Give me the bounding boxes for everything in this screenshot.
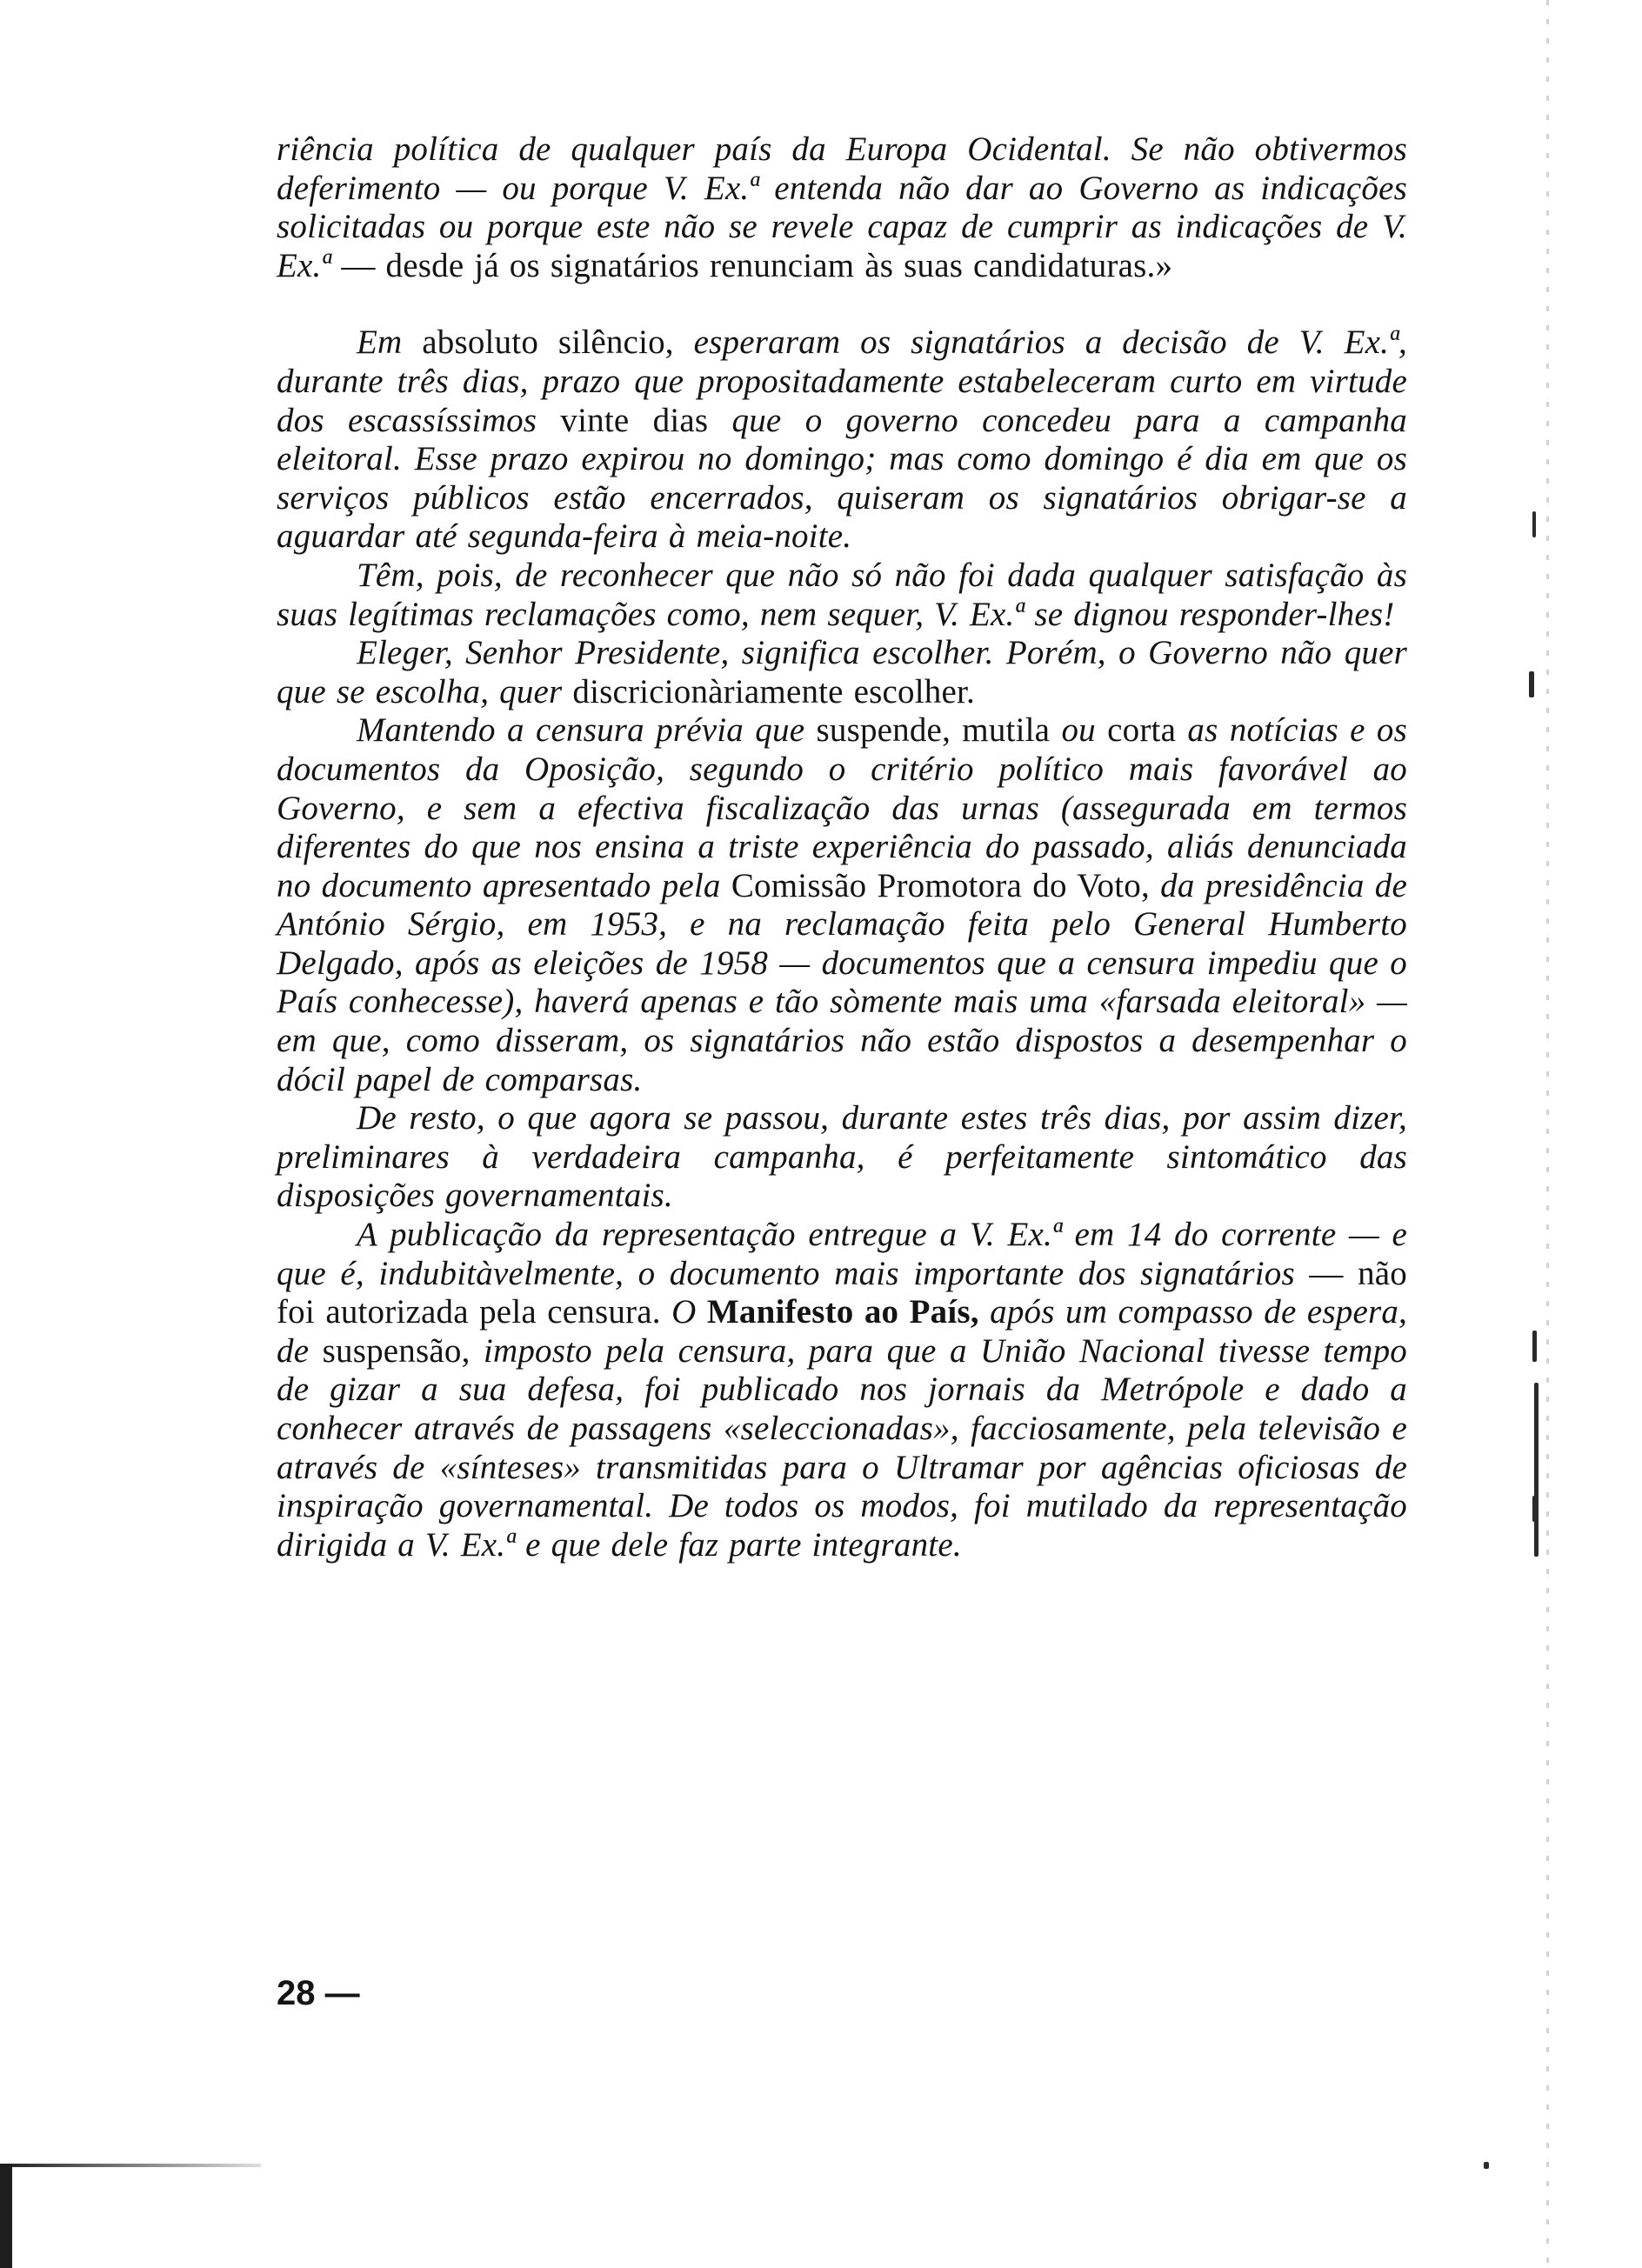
text-segment: as notícias e os documentos da Oposição, segundo o critério político mais favorável ao Governo, e sem a efectiva fiscalização das urnas (assegurada em termos diferentes do que nos ensina a triste experiência do passado, aliás denunciada no documento apresentado pela: [277, 711, 1408, 904]
scan-mark: [1484, 2162, 1489, 2169]
text-segment: corta: [1095, 711, 1188, 750]
text-segment: riência política de qualquer país da Europa Ocidental. Se não obtivermos deferimento — ou porque V. Ex.ª entenda não dar ao Governo as indicações solicitadas ou porque este não se revele capaz de cumprir as indicações de V. Ex.ª: [277, 130, 1407, 284]
scan-mark: [1529, 671, 1534, 697]
text-segment: da presidência de António Sérgio, em 1953, e na reclamação feita pelo General Humberto Delgado, após as eleições de 1958 — documentos que a censura impediu que o País conhecesse), haverá apenas e tão sòmente mais uma «farsada eleitoral» — em que, como disseram, os signatários não estão dispostos a desempenhar o dócil papel de comparsas.: [277, 866, 1407, 1098]
scan-mark: [1532, 1331, 1537, 1362]
text-segment: De resto, o que agora se passou, durante estes três dias, por assim dizer, preliminares à verdadeira campanha, é perfeitamente sintomático das disposições governamentais.: [277, 1099, 1407, 1215]
text-segment: Têm, pois, de reconhecer que não só não foi dada qualquer satisfação às suas legítimas reclamações como, nem sequer, V. Ex.ª se dignou responder-lhes!: [277, 556, 1407, 633]
text-segment: discricionàriamente escolher.: [562, 672, 975, 710]
paragraph: [277, 130, 1407, 285]
paragraph: [277, 324, 1407, 557]
scan-edge-right: [1546, 0, 1549, 2268]
text-segment: suspensão,: [309, 1331, 484, 1370]
scan-mark: [1534, 1383, 1539, 1557]
scan-corner-mark: [0, 2164, 12, 2268]
scan-mark: [1532, 511, 1536, 537]
text-segment: após um compasso de espera, de: [277, 1293, 1407, 1370]
text-segment: Mantendo a censura prévia que: [357, 711, 805, 750]
paragraph: [277, 1216, 1407, 1564]
text-segment: — desde já os signatários renunciam às suas candidaturas.»: [330, 246, 1173, 284]
paragraph: [277, 1099, 1407, 1216]
text-segment: imposto pela censura, para que a União Nacional tivesse tempo de gizar a sua defesa, foi publicado nos jornais da Metrópole e dado a conhecer através de passagens «seleccionadas», facciosamente, pela televisão e através de «sínteses» transmitidas para o Ultramar por agências oficiosas de inspiração governamental. De todos os modos, foi mutilado da representação dirigida a V. Ex.ª e que dele faz parte integrante.: [277, 1331, 1407, 1564]
text-segment: absoluto silêncio,: [402, 324, 694, 362]
text-segment: Comissão Promotora do Voto,: [720, 866, 1161, 904]
page-body-text: [277, 130, 1407, 1564]
text-segment: Eleger, Senhor Presidente, significa escolher. Porém, o Governo não quer que se escolha, quer: [277, 634, 1407, 710]
text-segment: Em: [357, 324, 403, 362]
text-segment: Manifesto ao País,: [696, 1293, 979, 1331]
text-segment: O: [671, 1293, 697, 1331]
paragraph: [277, 711, 1407, 1099]
paragraph: [277, 634, 1407, 711]
text-segment: A publicação da representação entregue a V. Ex.ª em 14 do corrente — e que é, indubitàvelmente, o documento mais importante dos signatários: [277, 1216, 1407, 1292]
text-segment: esperaram os signatários a decisão de V. Ex.ª, durante três dias, prazo que propositadamente estabeleceram curto em virtude dos escassíssimos: [277, 324, 1407, 439]
paragraph: [277, 557, 1407, 634]
text-segment: suspende, mutila: [804, 711, 1062, 750]
text-segment: ou: [1061, 711, 1096, 750]
text-segment: vinte dias: [537, 401, 732, 439]
scan-corner-line: [0, 2164, 261, 2167]
text-segment: — não foi autorizada pela censura.: [277, 1254, 1407, 1331]
text-segment: que o governo concedeu para a campanha eleitoral. Esse prazo expirou no domingo; mas como domingo é dia em que os serviços públicos estão encerrados, quiseram os signatários obrigar-se a aguardar até segunda-feira à meia-noite.: [277, 401, 1407, 556]
scan-mark: [1532, 1496, 1538, 1522]
page-number: 28 —: [277, 1974, 360, 2012]
